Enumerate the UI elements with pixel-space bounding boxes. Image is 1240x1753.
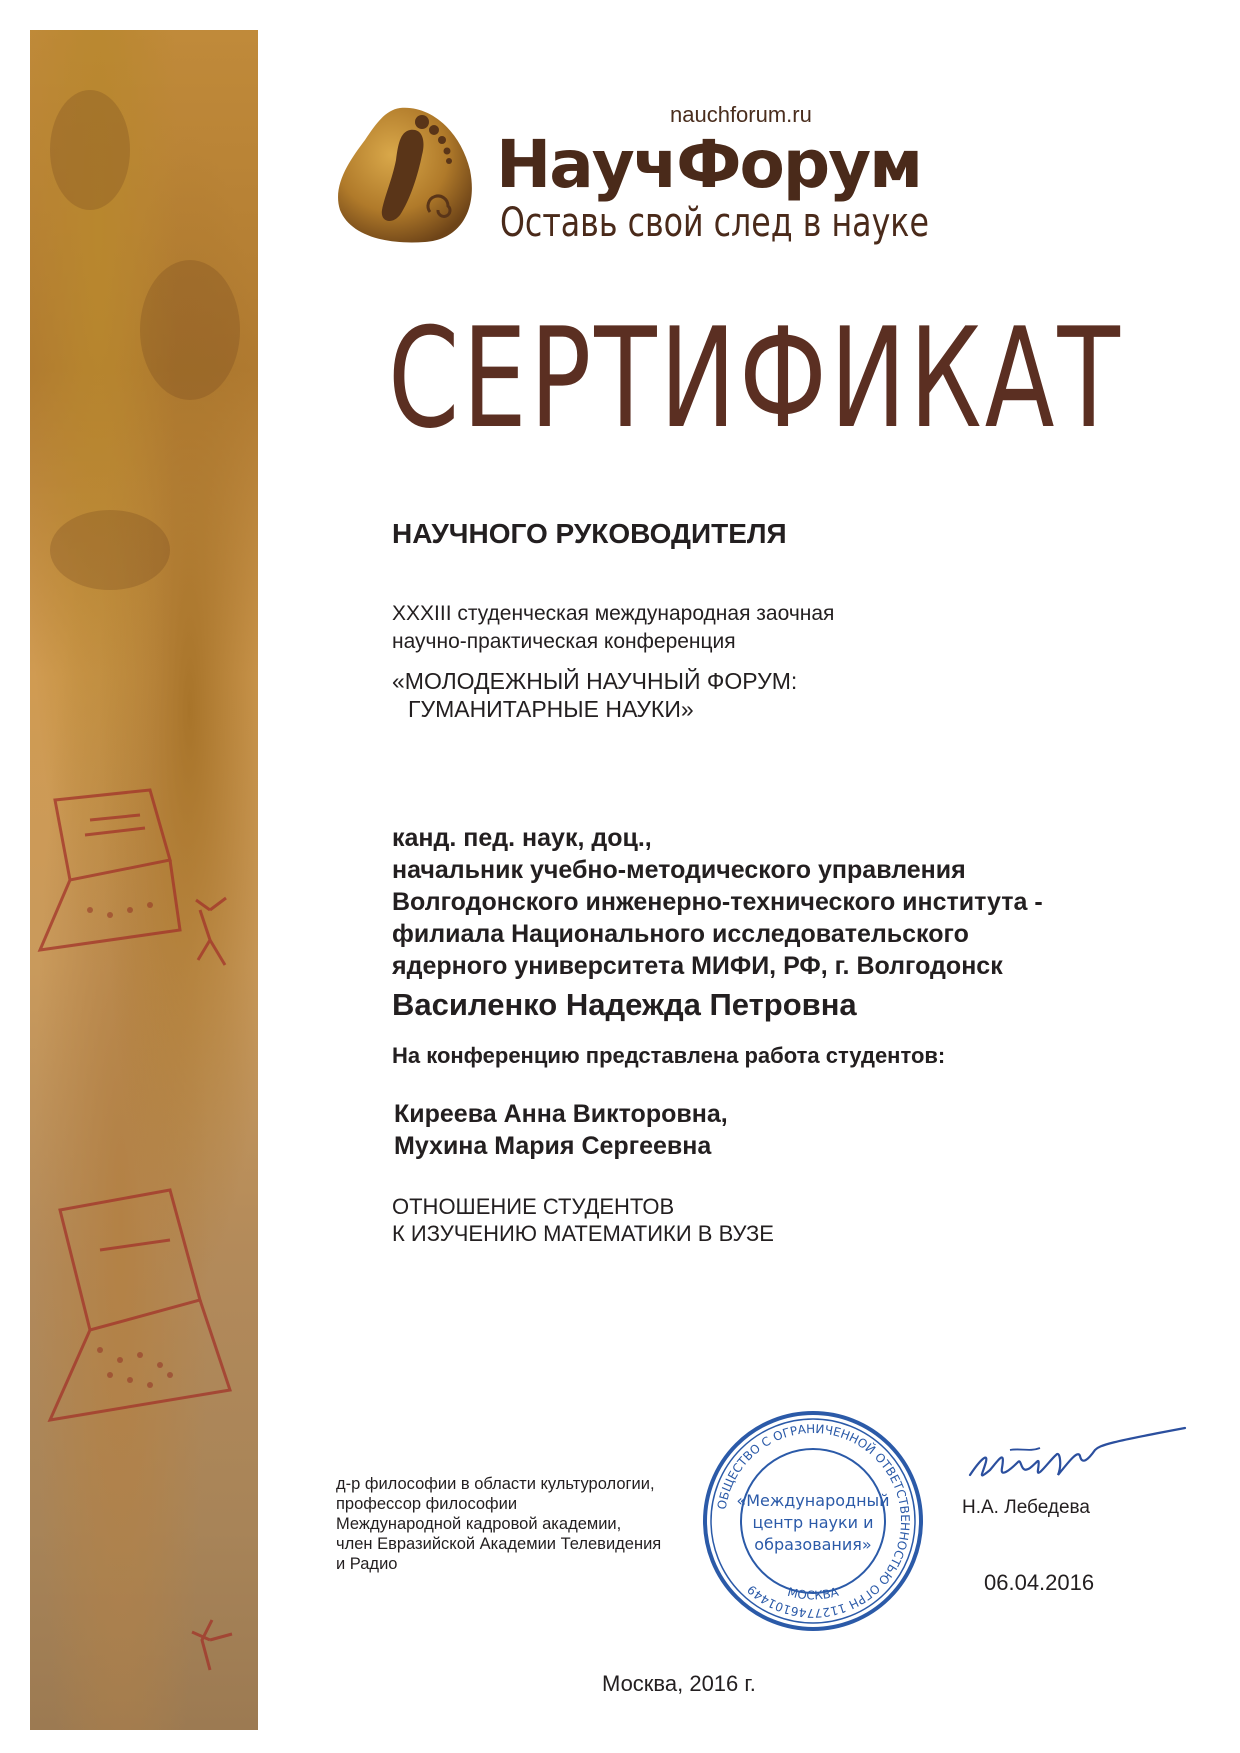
stamp-inner-line: центр науки и xyxy=(752,1513,874,1532)
work-title-line: ОТНОШЕНИЕ СТУДЕНТОВ xyxy=(392,1194,675,1219)
footer-city-year: Москва, 2016 г. xyxy=(602,1671,756,1696)
handwritten-signature xyxy=(960,1420,1190,1500)
issue-date: 06.04.2016 xyxy=(984,1570,1095,1595)
person-info-line: начальник учебно-методического управления xyxy=(392,856,966,884)
work-intro: На конференцию представлена работа студентов: xyxy=(392,1043,946,1068)
students-list xyxy=(394,1098,728,1162)
conference-line: научно-практическая конференция xyxy=(392,630,736,653)
conference-name: ГУМАНИТАРНЫЕ НАУКИ» xyxy=(408,696,694,722)
person-name: Василенко Надежда Петровна xyxy=(392,987,857,1022)
rock-art-drawings xyxy=(30,30,258,1730)
work-title-line: К ИЗУЧЕНИЮ МАТЕМАТИКИ В ВУЗЕ xyxy=(392,1221,774,1246)
site-url: nauchforum.ru xyxy=(670,102,812,127)
decorative-side-strip xyxy=(30,30,258,1730)
signer-name: Н.А. Лебедева xyxy=(962,1497,1090,1518)
signer-credentials xyxy=(336,1474,661,1574)
person-info-line: канд. пед. наук, доц., xyxy=(392,824,652,852)
student-name: Киреева Анна Викторовна, xyxy=(394,1100,728,1128)
credentials-line: профессор философии xyxy=(336,1495,518,1513)
person-info-line: филиала Национального исследовательского xyxy=(392,920,969,948)
stamp-outer-text: ОБЩЕСТВО С ОГРАНИЧЕННОЙ ОТВЕТСТВЕННОСТЬЮ ОГРН 1127746101449 xyxy=(714,1421,913,1621)
credentials-line: д-р философии в области культурологии, xyxy=(336,1475,655,1493)
conference-name: «МОЛОДЕЖНЫЙ НАУЧНЫЙ ФОРУМ: xyxy=(392,668,798,694)
credentials-line: Международной кадровой академии, xyxy=(336,1515,622,1533)
credentials-line: и Радио xyxy=(336,1555,398,1573)
brand-slogan: Оставь свой след в науке xyxy=(500,200,929,246)
person-info-line: ядерного университета МИФИ, РФ, г. Волгодонск xyxy=(392,952,1003,980)
stamp-inner-line: образования» xyxy=(754,1535,872,1554)
brand-name: НаучФорум xyxy=(496,126,922,203)
credentials-line: член Евразийской Академии Телевидения xyxy=(336,1535,662,1553)
stamp-city: МОСКВА xyxy=(786,1584,841,1603)
work-title xyxy=(392,1193,774,1247)
conference-line: XXXIII студенческая международная заочная xyxy=(392,602,835,625)
certificate-title: СЕРТИФИКАТ xyxy=(388,298,1123,459)
stamp-inner-line: «Международный xyxy=(736,1491,890,1510)
recipient-type: НАУЧНОГО РУКОВОДИТЕЛЯ xyxy=(392,518,787,549)
person-info-line: Волгодонского инженерно-технического института - xyxy=(392,888,1043,916)
official-stamp xyxy=(700,1408,926,1634)
svg-text:МОСКВА xyxy=(786,1585,841,1603)
student-name: Мухина Мария Сергеевна xyxy=(394,1132,712,1160)
person-info xyxy=(392,822,1043,982)
nauchforum-logo xyxy=(330,100,480,250)
